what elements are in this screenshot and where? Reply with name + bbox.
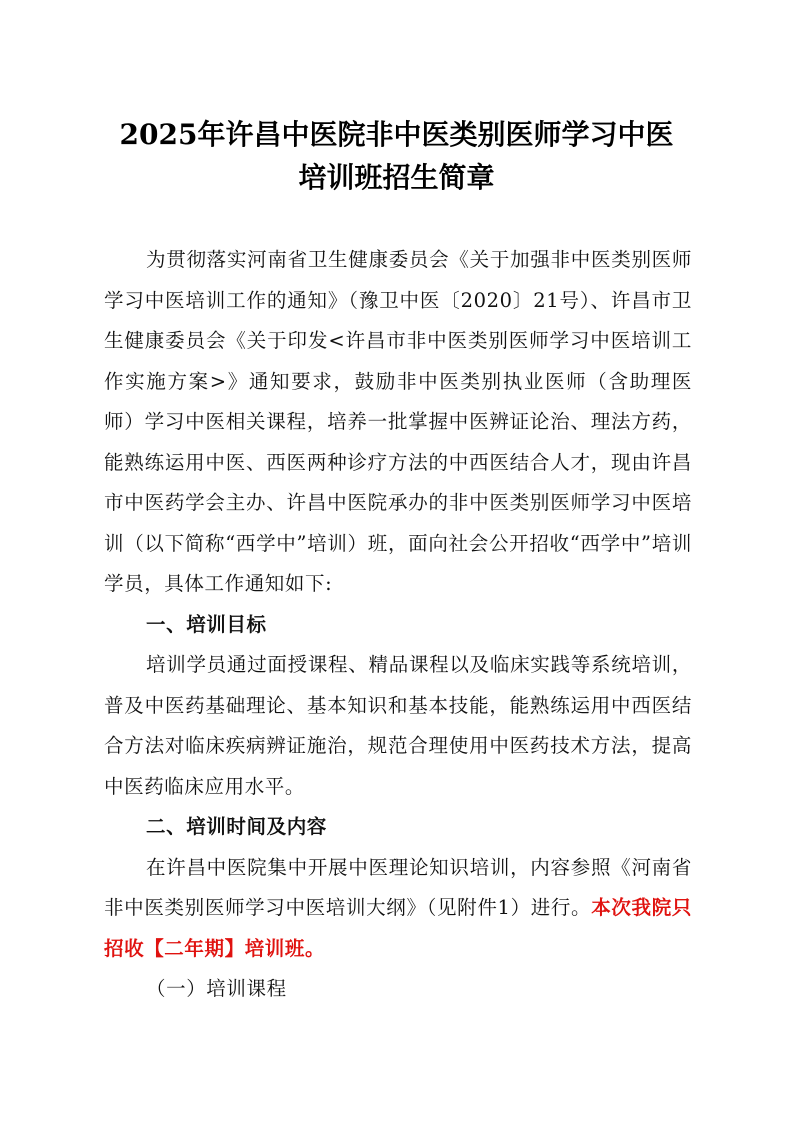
- enrollment-notice-highlight: 本次我院只招收【二年期】培训班。: [104, 896, 692, 960]
- section-2-sub-heading: （一）培训课程: [146, 977, 287, 1000]
- document-title-line-1: 2025年许昌中医院非中医类别医师学习中医: [119, 118, 674, 151]
- section-2-paragraph: [104, 848, 692, 970]
- section-2-text: 在许昌中医院集中开展中医理论知识培训，内容参照《河南省非中医类别医师学习中医培训大纲》（见附件1）进行。: [104, 855, 692, 919]
- section-1-paragraph: 培训学员通过面授课程、精品课程以及临床实践等系统培训，普及中医药基础理论、基本知识和基本技能，能熟练运用中西医结合方法对临床疾病辨证施治，规范合理使用中医药技术方法，提高中医药临床应用水平。: [104, 653, 692, 798]
- section-1-heading: 一、培训目标: [146, 612, 267, 636]
- document-body: [104, 240, 692, 1010]
- section-2-heading: 二、培训时间及内容: [146, 815, 327, 838]
- intro-paragraph: 为贯彻落实河南省卫生健康委员会《关于加强非中医类别医师学习中医培训工作的通知》（豫卫中医〔2020〕21号）、许昌市卫生健康委员会《关于印发<许昌市非中医类别医师学习中医培训工作实施方案>》通知要求，鼓励非中医类别执业医师（含助理医师）学习中医相关课程，培养一批掌握中医辨证论治、理法方药，能熟练运用中医、西医两种诊疗方法的中西医结合人才，现由许昌市中医药学会主办、许昌中医院承办的非中医类别医师学习中医培训（以下简称“西学中”培训）班，面向社会公开招收“西学中”培训学员，具体工作通知如下:: [104, 248, 692, 595]
- document-title-line-2: 培训班招生简章: [298, 161, 495, 194]
